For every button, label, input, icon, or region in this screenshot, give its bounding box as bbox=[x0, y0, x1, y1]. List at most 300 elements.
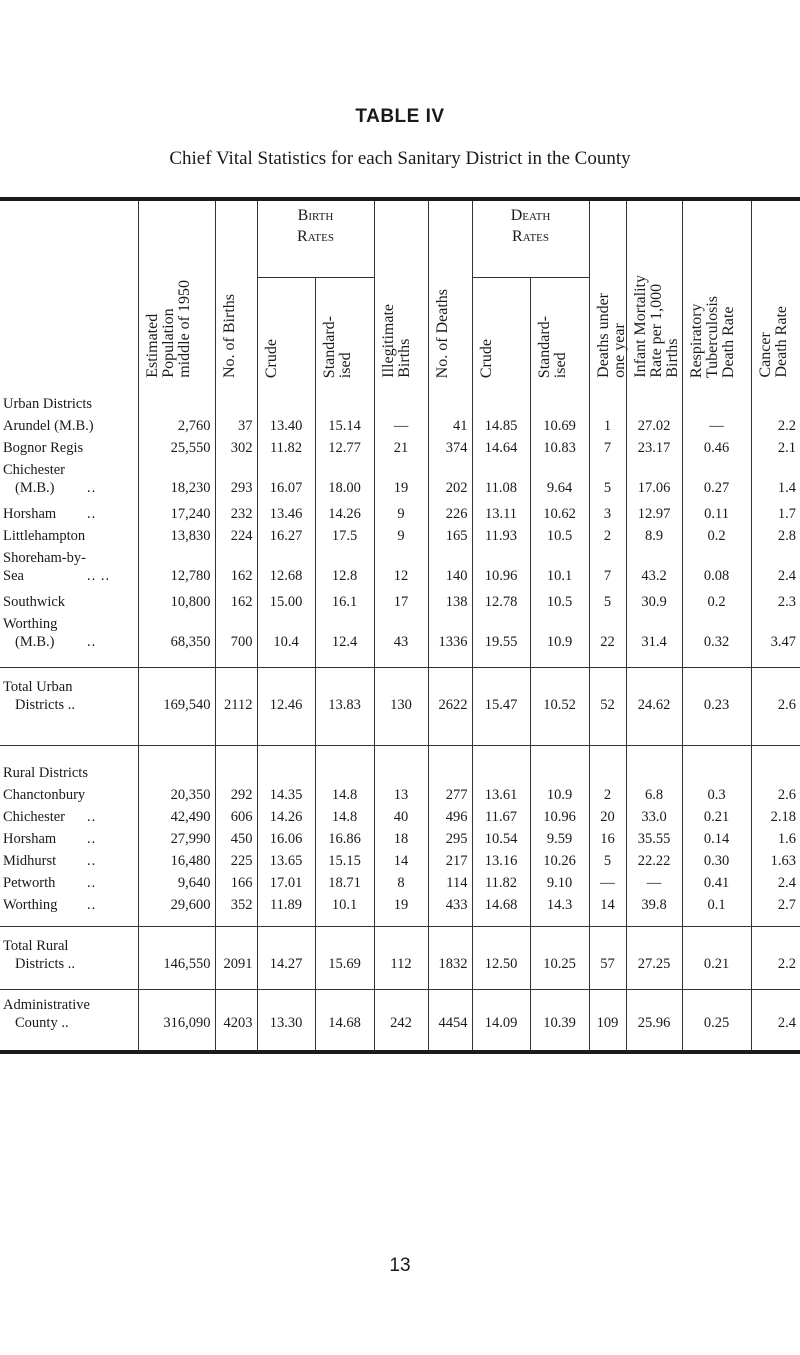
cell-deaths: 140 bbox=[428, 549, 472, 593]
cell-cancer: 2.4 bbox=[751, 874, 800, 896]
cell-deaths: 374 bbox=[428, 439, 472, 461]
cell-illeg: 43 bbox=[374, 615, 428, 659]
cell-dcrude: 19.55 bbox=[472, 615, 530, 659]
cell-infmort: 39.8 bbox=[626, 896, 682, 918]
cell-infdeaths: 109 bbox=[589, 996, 626, 1040]
cell-dcrude: 13.16 bbox=[472, 852, 530, 874]
district-name-line: Worthing bbox=[3, 616, 58, 633]
cell-cancer: 2.4 bbox=[751, 549, 800, 593]
cell-pop: 2,760 bbox=[138, 417, 215, 439]
header-death-standardised: Standard- ised bbox=[530, 277, 589, 391]
district-name bbox=[0, 830, 138, 852]
cell-infmort: — bbox=[626, 874, 682, 896]
cell-infmort: 35.55 bbox=[626, 830, 682, 852]
district-name bbox=[0, 549, 138, 593]
cell-dcrude: 14.64 bbox=[472, 439, 530, 461]
cell-pop: 68,350 bbox=[138, 615, 215, 659]
cell-dstd: 10.39 bbox=[530, 996, 589, 1040]
cell-illeg: 40 bbox=[374, 808, 428, 830]
header-death-rates: Death Rates bbox=[472, 201, 589, 277]
cell-dcrude: 14.68 bbox=[472, 896, 530, 918]
cell-births: 162 bbox=[215, 549, 257, 593]
table-row bbox=[0, 615, 800, 659]
header-birth-standardised: Standard- ised bbox=[315, 277, 374, 391]
cell-infmort: 33.0 bbox=[626, 808, 682, 830]
cell-dstd: 10.5 bbox=[530, 593, 589, 615]
cell-pop: 16,480 bbox=[138, 852, 215, 874]
header-infant-mortality: Infant Mortality Rate per 1,000 Births bbox=[626, 201, 682, 391]
cell-births: 606 bbox=[215, 808, 257, 830]
header-district bbox=[0, 201, 138, 391]
district-name bbox=[0, 786, 138, 808]
cell-infmort: 27.25 bbox=[626, 937, 682, 981]
cell-infdeaths: 1 bbox=[589, 417, 626, 439]
cell-deaths: 217 bbox=[428, 852, 472, 874]
cell-cancer: 1.6 bbox=[751, 830, 800, 852]
cell-dstd: 10.9 bbox=[530, 786, 589, 808]
cell-pop: 10,800 bbox=[138, 593, 215, 615]
cell-deaths: 4454 bbox=[428, 996, 472, 1040]
cell-cancer: 2.18 bbox=[751, 808, 800, 830]
cell-bstd: 15.69 bbox=[315, 937, 374, 981]
table-row bbox=[0, 505, 800, 527]
cell-births: 450 bbox=[215, 830, 257, 852]
cell-tb: 0.46 bbox=[682, 439, 751, 461]
cell-bstd: 18.71 bbox=[315, 874, 374, 896]
dot-leader: .. bbox=[87, 506, 97, 523]
cell-deaths: 2622 bbox=[428, 678, 472, 722]
cell-bstd: 12.4 bbox=[315, 615, 374, 659]
dot-leader: .. bbox=[87, 634, 97, 651]
cell-infdeaths: 57 bbox=[589, 937, 626, 981]
cell-bstd: 16.1 bbox=[315, 593, 374, 615]
cell-pop: 18,230 bbox=[138, 461, 215, 505]
cell-bstd: 16.86 bbox=[315, 830, 374, 852]
district-name-line: Chichester bbox=[3, 808, 66, 825]
table-row bbox=[0, 461, 800, 505]
section-heading: Rural Districts bbox=[3, 764, 88, 781]
cell-tb: 0.2 bbox=[682, 593, 751, 615]
total-row bbox=[0, 937, 800, 981]
table-row bbox=[0, 527, 800, 549]
dot-leader: .. bbox=[87, 830, 97, 847]
cell-infdeaths: 20 bbox=[589, 808, 626, 830]
district-name-line: Bognor Regis bbox=[3, 440, 84, 457]
cell-births: 352 bbox=[215, 896, 257, 918]
header-death-crude: Crude bbox=[472, 277, 530, 391]
table-row bbox=[0, 852, 800, 874]
cell-pop: 9,640 bbox=[138, 874, 215, 896]
cell-deaths: 114 bbox=[428, 874, 472, 896]
cell-infmort: 8.9 bbox=[626, 527, 682, 549]
cell-dcrude: 11.93 bbox=[472, 527, 530, 549]
vital-statistics-table bbox=[0, 201, 800, 1050]
cell-dstd: 14.3 bbox=[530, 896, 589, 918]
cell-dcrude: 12.50 bbox=[472, 937, 530, 981]
cell-infdeaths: 5 bbox=[589, 593, 626, 615]
spacer-row bbox=[0, 723, 800, 746]
cell-tb: 0.32 bbox=[682, 615, 751, 659]
cell-bcrude: 15.00 bbox=[257, 593, 315, 615]
cell-bcrude: 11.89 bbox=[257, 896, 315, 918]
cell-infdeaths: 22 bbox=[589, 615, 626, 659]
cell-pop: 146,550 bbox=[138, 937, 215, 981]
cell-tb: 0.21 bbox=[682, 808, 751, 830]
page-number: 13 bbox=[389, 1255, 411, 1276]
cell-tb: 0.3 bbox=[682, 786, 751, 808]
district-name bbox=[0, 996, 138, 1040]
district-name-line: Horsham bbox=[3, 830, 57, 847]
district-name bbox=[0, 852, 138, 874]
cell-bstd: 14.26 bbox=[315, 505, 374, 527]
cell-tb: 0.1 bbox=[682, 896, 751, 918]
cell-illeg: 19 bbox=[374, 461, 428, 505]
cell-dcrude: 10.54 bbox=[472, 830, 530, 852]
cell-dcrude: 11.82 bbox=[472, 874, 530, 896]
cell-dstd: 10.52 bbox=[530, 678, 589, 722]
cell-cancer: 3.47 bbox=[751, 615, 800, 659]
header-respiratory-tb: Respiratory Tuberculosis Death Rate bbox=[682, 201, 751, 391]
county-total-row bbox=[0, 996, 800, 1040]
district-name-line: Midhurst bbox=[3, 852, 57, 869]
cell-bstd: 18.00 bbox=[315, 461, 374, 505]
district-name bbox=[0, 678, 138, 722]
cell-tb: 0.25 bbox=[682, 996, 751, 1040]
cell-pop: 27,990 bbox=[138, 830, 215, 852]
cell-pop: 29,600 bbox=[138, 896, 215, 918]
dot-leader: .. .. bbox=[87, 568, 111, 585]
district-name-line: Sea bbox=[3, 568, 24, 585]
cell-dstd: 10.69 bbox=[530, 417, 589, 439]
cell-bstd: 12.77 bbox=[315, 439, 374, 461]
district-name-line: Total Urban bbox=[3, 679, 73, 696]
cell-bcrude: 16.27 bbox=[257, 527, 315, 549]
cell-dstd: 10.25 bbox=[530, 937, 589, 981]
cell-bcrude: 14.35 bbox=[257, 786, 315, 808]
header-birth-crude: Crude bbox=[257, 277, 315, 391]
cell-infmort: 27.02 bbox=[626, 417, 682, 439]
cell-bstd: 12.8 bbox=[315, 549, 374, 593]
district-name-line: Petworth bbox=[3, 874, 56, 891]
cell-deaths: 1832 bbox=[428, 937, 472, 981]
section-heading-row bbox=[0, 395, 800, 417]
cell-infmort: 12.97 bbox=[626, 505, 682, 527]
cell-deaths: 226 bbox=[428, 505, 472, 527]
cell-bcrude: 13.46 bbox=[257, 505, 315, 527]
cell-infmort: 30.9 bbox=[626, 593, 682, 615]
cell-cancer: 2.3 bbox=[751, 593, 800, 615]
cell-bstd: 15.15 bbox=[315, 852, 374, 874]
district-name-line: Horsham bbox=[3, 506, 57, 523]
district-name bbox=[0, 417, 138, 439]
cell-pop: 17,240 bbox=[138, 505, 215, 527]
district-name bbox=[0, 461, 138, 505]
cell-cancer: 2.4 bbox=[751, 996, 800, 1040]
cell-dstd: 9.10 bbox=[530, 874, 589, 896]
total-row bbox=[0, 678, 800, 722]
cell-dstd: 10.83 bbox=[530, 439, 589, 461]
cell-dcrude: 12.78 bbox=[472, 593, 530, 615]
cell-infdeaths: 14 bbox=[589, 896, 626, 918]
cell-bstd: 13.83 bbox=[315, 678, 374, 722]
cell-deaths: 295 bbox=[428, 830, 472, 852]
district-name bbox=[0, 874, 138, 896]
spacer-row bbox=[0, 981, 800, 990]
district-name-line: Shoreham-by- bbox=[3, 550, 86, 567]
cell-infmort: 23.17 bbox=[626, 439, 682, 461]
cell-bcrude: 13.65 bbox=[257, 852, 315, 874]
cell-pop: 25,550 bbox=[138, 439, 215, 461]
cell-bcrude: 12.46 bbox=[257, 678, 315, 722]
header-population: Estimated Population middle of 1950 bbox=[138, 201, 215, 391]
district-name bbox=[0, 505, 138, 527]
cell-bstd: 17.5 bbox=[315, 527, 374, 549]
cell-tb: — bbox=[682, 417, 751, 439]
cell-bcrude: 17.01 bbox=[257, 874, 315, 896]
cell-dstd: 10.62 bbox=[530, 505, 589, 527]
district-name-line: Districts .. bbox=[15, 697, 76, 714]
cell-births: 37 bbox=[215, 417, 257, 439]
spacer-row bbox=[0, 745, 800, 764]
spacer-row bbox=[0, 668, 800, 679]
cell-births: 302 bbox=[215, 439, 257, 461]
cell-dstd: 9.59 bbox=[530, 830, 589, 852]
table-row bbox=[0, 417, 800, 439]
cell-dcrude: 13.11 bbox=[472, 505, 530, 527]
cell-bcrude: 14.26 bbox=[257, 808, 315, 830]
cell-bstd: 10.1 bbox=[315, 896, 374, 918]
cell-deaths: 496 bbox=[428, 808, 472, 830]
cell-tb: 0.23 bbox=[682, 678, 751, 722]
header-deaths: No. of Deaths bbox=[428, 201, 472, 391]
spacer-row bbox=[0, 1040, 800, 1050]
cell-cancer: 1.7 bbox=[751, 505, 800, 527]
spacer-row bbox=[0, 926, 800, 937]
cell-births: 293 bbox=[215, 461, 257, 505]
cell-bcrude: 14.27 bbox=[257, 937, 315, 981]
cell-births: 292 bbox=[215, 786, 257, 808]
district-name-line: Chanctonbury bbox=[3, 786, 86, 803]
cell-infmort: 43.2 bbox=[626, 549, 682, 593]
cell-cancer: 2.2 bbox=[751, 417, 800, 439]
cell-pop: 42,490 bbox=[138, 808, 215, 830]
table-title: TABLE IV bbox=[355, 106, 445, 127]
dot-leader: .. bbox=[87, 480, 97, 497]
district-name bbox=[0, 937, 138, 981]
cell-infdeaths: 7 bbox=[589, 549, 626, 593]
cell-illeg: — bbox=[374, 417, 428, 439]
district-name bbox=[0, 593, 138, 615]
cell-dstd: 10.26 bbox=[530, 852, 589, 874]
cell-cancer: 2.8 bbox=[751, 527, 800, 549]
cell-tb: 0.21 bbox=[682, 937, 751, 981]
cell-infmort: 31.4 bbox=[626, 615, 682, 659]
cell-infdeaths: 52 bbox=[589, 678, 626, 722]
cell-infmort: 6.8 bbox=[626, 786, 682, 808]
district-name bbox=[0, 896, 138, 918]
cell-bstd: 14.8 bbox=[315, 786, 374, 808]
district-name-line: County .. bbox=[15, 1014, 69, 1031]
cell-infdeaths: 5 bbox=[589, 852, 626, 874]
cell-infdeaths: 7 bbox=[589, 439, 626, 461]
cell-bcrude: 12.68 bbox=[257, 549, 315, 593]
cell-dcrude: 14.85 bbox=[472, 417, 530, 439]
cell-cancer: 2.7 bbox=[751, 896, 800, 918]
cell-bcrude: 13.40 bbox=[257, 417, 315, 439]
dot-leader: .. bbox=[87, 852, 97, 869]
cell-tb: 0.2 bbox=[682, 527, 751, 549]
cell-dcrude: 13.61 bbox=[472, 786, 530, 808]
cell-pop: 20,350 bbox=[138, 786, 215, 808]
district-name bbox=[0, 527, 138, 549]
header-births: No. of Births bbox=[215, 201, 257, 391]
cell-cancer: 2.6 bbox=[751, 786, 800, 808]
cell-tb: 0.30 bbox=[682, 852, 751, 874]
district-name bbox=[0, 439, 138, 461]
section-heading: Urban Districts bbox=[3, 396, 92, 412]
cell-pop: 12,780 bbox=[138, 549, 215, 593]
cell-infmort: 25.96 bbox=[626, 996, 682, 1040]
dot-leader: .. bbox=[87, 874, 97, 891]
cell-tb: 0.08 bbox=[682, 549, 751, 593]
spacer-row bbox=[0, 659, 800, 668]
dot-leader: .. bbox=[87, 808, 97, 825]
cell-cancer: 2.6 bbox=[751, 678, 800, 722]
table-row bbox=[0, 786, 800, 808]
cell-births: 162 bbox=[215, 593, 257, 615]
district-name-line: Districts .. bbox=[15, 955, 76, 972]
cell-bstd: 15.14 bbox=[315, 417, 374, 439]
cell-bcrude: 10.4 bbox=[257, 615, 315, 659]
cell-births: 232 bbox=[215, 505, 257, 527]
cell-infdeaths: 3 bbox=[589, 505, 626, 527]
cell-illeg: 12 bbox=[374, 549, 428, 593]
table-row bbox=[0, 549, 800, 593]
cell-illeg: 13 bbox=[374, 786, 428, 808]
cell-deaths: 41 bbox=[428, 417, 472, 439]
cell-tb: 0.14 bbox=[682, 830, 751, 852]
cell-illeg: 21 bbox=[374, 439, 428, 461]
cell-dstd: 10.9 bbox=[530, 615, 589, 659]
cell-illeg: 18 bbox=[374, 830, 428, 852]
cell-cancer: 2.2 bbox=[751, 937, 800, 981]
cell-illeg: 242 bbox=[374, 996, 428, 1040]
cell-deaths: 202 bbox=[428, 461, 472, 505]
header-birth-rates: Birth Rates bbox=[257, 201, 374, 277]
header-cancer: Cancer Death Rate bbox=[751, 201, 800, 391]
cell-tb: 0.41 bbox=[682, 874, 751, 896]
cell-births: 224 bbox=[215, 527, 257, 549]
cell-illeg: 19 bbox=[374, 896, 428, 918]
cell-illeg: 14 bbox=[374, 852, 428, 874]
section-heading-row bbox=[0, 764, 800, 786]
cell-deaths: 138 bbox=[428, 593, 472, 615]
cell-tb: 0.11 bbox=[682, 505, 751, 527]
cell-infdeaths: 2 bbox=[589, 527, 626, 549]
cell-illeg: 9 bbox=[374, 505, 428, 527]
cell-dcrude: 11.67 bbox=[472, 808, 530, 830]
cell-dstd: 10.1 bbox=[530, 549, 589, 593]
cell-cancer: 1.4 bbox=[751, 461, 800, 505]
district-name-line: Administrative bbox=[3, 996, 90, 1013]
district-name-line: Chichester bbox=[3, 462, 66, 479]
district-name-line: Littlehampton bbox=[3, 528, 86, 545]
table-row bbox=[0, 896, 800, 918]
cell-bstd: 14.68 bbox=[315, 996, 374, 1040]
cell-illeg: 17 bbox=[374, 593, 428, 615]
district-name-line: (M.B.) bbox=[15, 634, 55, 651]
cell-illeg: 112 bbox=[374, 937, 428, 981]
cell-deaths: 277 bbox=[428, 786, 472, 808]
cell-deaths: 1336 bbox=[428, 615, 472, 659]
cell-dstd: 10.96 bbox=[530, 808, 589, 830]
table-row bbox=[0, 808, 800, 830]
district-name-line: Total Rural bbox=[3, 937, 69, 954]
cell-births: 2091 bbox=[215, 937, 257, 981]
district-name-line: Arundel (M.B.) bbox=[3, 418, 94, 435]
cell-births: 225 bbox=[215, 852, 257, 874]
cell-bcrude: 16.07 bbox=[257, 461, 315, 505]
cell-dstd: 10.5 bbox=[530, 527, 589, 549]
cell-dstd: 9.64 bbox=[530, 461, 589, 505]
cell-illeg: 130 bbox=[374, 678, 428, 722]
cell-births: 700 bbox=[215, 615, 257, 659]
spacer-row bbox=[0, 918, 800, 927]
table-row bbox=[0, 593, 800, 615]
cell-bcrude: 16.06 bbox=[257, 830, 315, 852]
district-name-line: Southwick bbox=[3, 594, 66, 611]
cell-deaths: 433 bbox=[428, 896, 472, 918]
header-infant-deaths: Deaths under one year bbox=[589, 201, 626, 391]
cell-illeg: 9 bbox=[374, 527, 428, 549]
table-subtitle: Chief Vital Statistics for each Sanitary District in the County bbox=[169, 148, 631, 169]
district-name-line: Worthing bbox=[3, 896, 58, 913]
cell-pop: 169,540 bbox=[138, 678, 215, 722]
cell-infdeaths: — bbox=[589, 874, 626, 896]
table-row bbox=[0, 830, 800, 852]
cell-infmort: 17.06 bbox=[626, 461, 682, 505]
cell-infmort: 24.62 bbox=[626, 678, 682, 722]
cell-dcrude: 11.08 bbox=[472, 461, 530, 505]
cell-births: 2112 bbox=[215, 678, 257, 722]
district-name bbox=[0, 615, 138, 659]
cell-dcrude: 15.47 bbox=[472, 678, 530, 722]
cell-bcrude: 13.30 bbox=[257, 996, 315, 1040]
district-name-line: (M.B.) bbox=[15, 480, 55, 497]
cell-pop: 13,830 bbox=[138, 527, 215, 549]
cell-dcrude: 14.09 bbox=[472, 996, 530, 1040]
cell-deaths: 165 bbox=[428, 527, 472, 549]
cell-births: 166 bbox=[215, 874, 257, 896]
cell-infmort: 22.22 bbox=[626, 852, 682, 874]
district-name bbox=[0, 808, 138, 830]
table-row bbox=[0, 439, 800, 461]
cell-infdeaths: 5 bbox=[589, 461, 626, 505]
cell-bstd: 14.8 bbox=[315, 808, 374, 830]
cell-cancer: 2.1 bbox=[751, 439, 800, 461]
bottom-rule bbox=[0, 1050, 800, 1054]
header-illegitimate: Illegitimate Births bbox=[374, 201, 428, 391]
dot-leader: .. bbox=[87, 896, 97, 913]
cell-illeg: 8 bbox=[374, 874, 428, 896]
cell-dcrude: 10.96 bbox=[472, 549, 530, 593]
cell-infdeaths: 2 bbox=[589, 786, 626, 808]
cell-cancer: 1.63 bbox=[751, 852, 800, 874]
cell-tb: 0.27 bbox=[682, 461, 751, 505]
table-row bbox=[0, 874, 800, 896]
cell-pop: 316,090 bbox=[138, 996, 215, 1040]
cell-bcrude: 11.82 bbox=[257, 439, 315, 461]
